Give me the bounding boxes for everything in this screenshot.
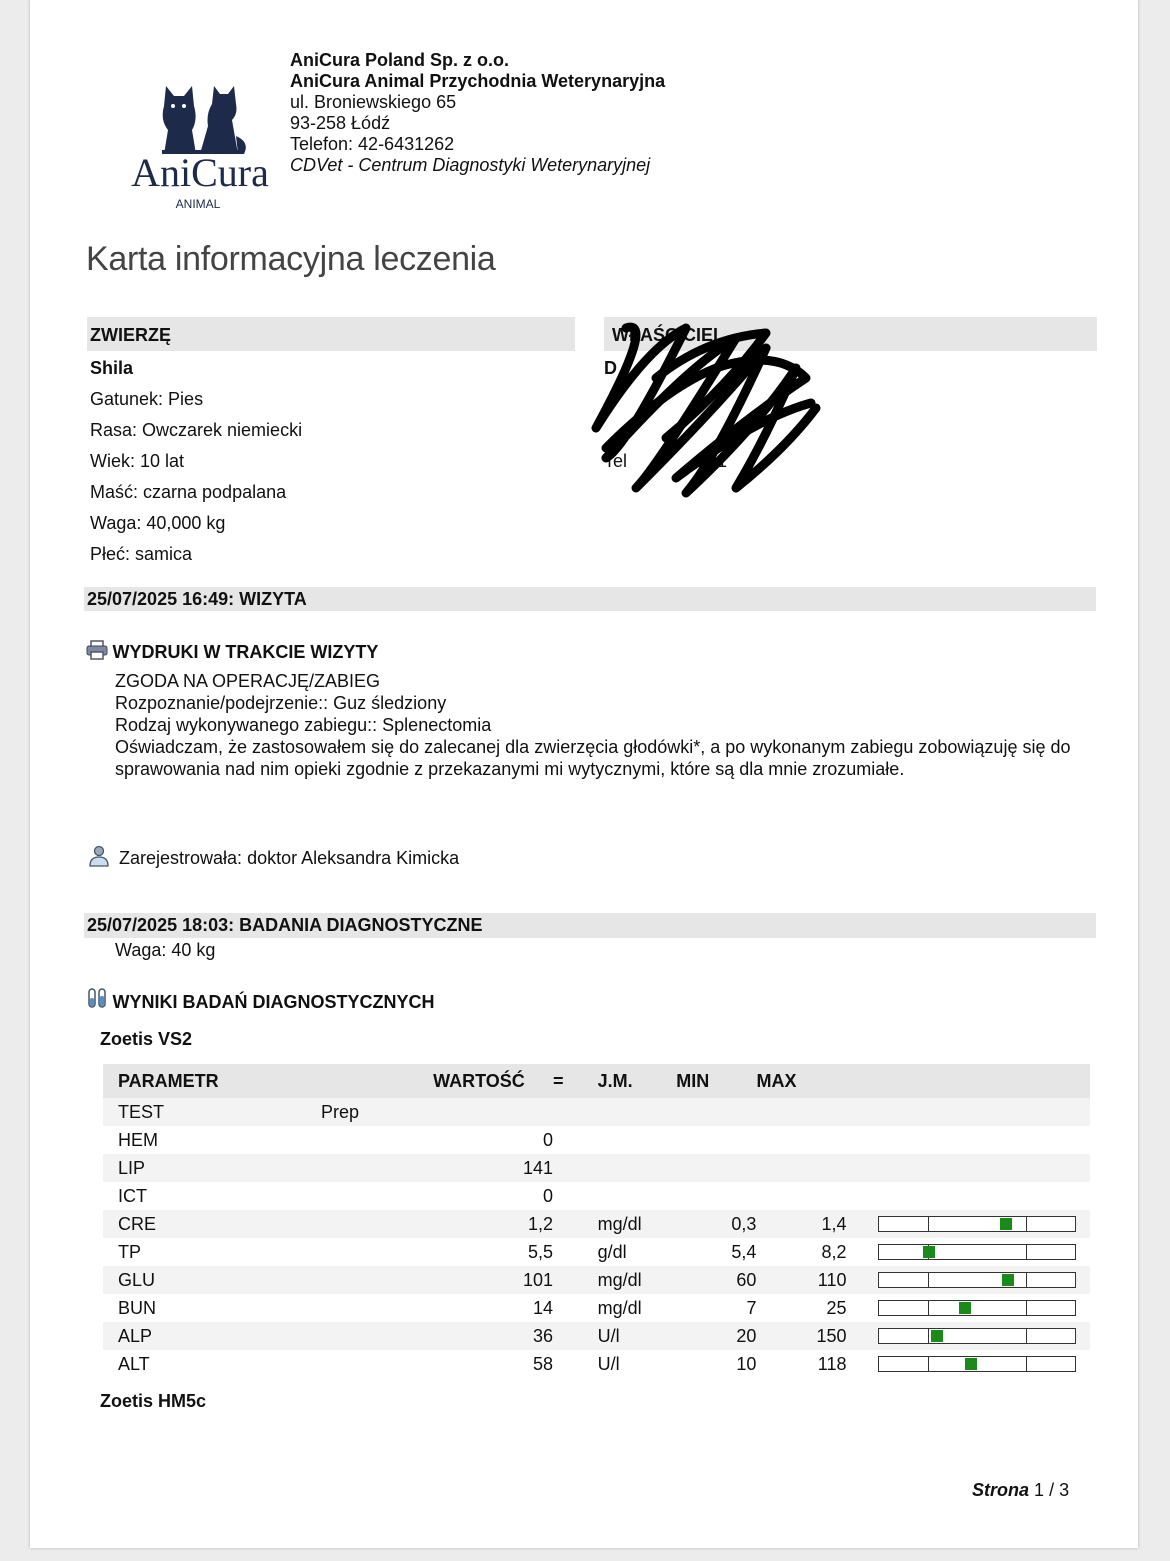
result-param: TEST [103,1098,321,1126]
result-text [321,1182,433,1210]
result-eq [553,1238,598,1266]
visit-header: 25/07/2025 16:49: WIZYTA [84,587,1096,611]
animal-species: Gatunek: Pies [90,389,204,409]
test-tubes-icon [86,988,108,1010]
result-value: 101 [433,1266,553,1294]
result-eq [553,1154,598,1182]
result-param: LIP [103,1154,321,1182]
result-value [433,1098,553,1126]
gauge-tick [1026,1329,1027,1343]
gauge-tick [928,1329,929,1343]
result-min: 5,4 [731,1241,757,1262]
registered-by: Zarejestrowała: doktor Aleksandra Kimicka [88,845,459,869]
result-min [676,1182,756,1210]
range-gauge [878,1244,1076,1260]
col-param: PARAMETR [103,1064,321,1098]
result-text [321,1126,433,1154]
result-text [321,1210,433,1238]
result-unit [598,1126,677,1154]
result-max: 110 [756,1266,846,1294]
clinic-center: CDVet - Centrum Diagnostyki Weterynaryjnej [290,155,651,175]
table-row [103,1322,1090,1350]
result-value: 58 [532,1353,553,1374]
clinic-header [290,50,665,176]
result-min: 0,3 [676,1210,756,1238]
printer-icon [86,640,108,660]
procedure: Rodzaj wykonywanego zabiegu:: Splenectomia [115,715,492,735]
diagnostics-header: 25/07/2025 18:03: BADANIA DIAGNOSTYCZNE [84,913,1096,938]
result-text [321,1266,433,1294]
anicura-logo [118,76,288,216]
gauge-tick [928,1217,929,1231]
gauge-tick [928,1301,929,1315]
document-page [30,0,1138,1548]
result-value: 36 [433,1322,553,1350]
results-table [103,1064,1090,1378]
diagnosis: Rozpoznanie/podejrzenie:: Guz śledziony [115,693,447,713]
company-name: AniCura Poland Sp. z o.o. [290,50,510,70]
range-gauge [878,1356,1076,1372]
result-text [321,1154,433,1182]
consent-title: ZGODA NA OPERACJĘ/ZABIEG [115,671,381,691]
result-min: 10 [736,1353,757,1374]
logo-subtext: ANIMAL [175,197,221,211]
result-eq [553,1210,598,1238]
gauge-marker [959,1302,971,1314]
result-eq [553,1266,598,1294]
result-param: GLU [103,1266,321,1294]
gauge-tick [928,1357,929,1371]
result-eq [553,1350,598,1378]
clinic-city: 93-258 Łódź [290,113,391,133]
result-param: ICT [118,1185,147,1206]
result-value: 1,2 [433,1210,553,1238]
gauge-tick [1026,1301,1027,1315]
range-gauge [878,1328,1076,1344]
animal-age: Wiek: 10 lat [90,451,185,471]
result-unit: mg/dl [598,1210,677,1238]
animal-section-header: ZWIERZĘ [87,317,575,351]
device-name-vs2: Zoetis VS2 [100,1029,193,1049]
result-eq [553,1182,598,1210]
result-max [756,1154,846,1182]
gauge-tick [1026,1273,1027,1287]
result-param: HEM [118,1129,158,1150]
range-gauge [878,1272,1076,1288]
animal-name: Shila [90,358,134,378]
results-header-row [103,1064,1090,1098]
results-section-title: WYNIKI BADAŃ DIAGNOSTYCZNYCH [86,988,434,1013]
result-max: 1,4 [756,1210,846,1238]
document-title: Karta informacyjna leczenia [86,240,496,278]
animal-weight: Waga: 40,000 kg [90,513,226,533]
result-param: CRE [103,1210,321,1238]
result-max [756,1098,846,1126]
cats-logo-icon [118,76,288,216]
table-row [103,1154,1090,1182]
gauge-marker [1002,1274,1014,1286]
clinic-name: AniCura Animal Przychodnia Weterynaryjna [290,71,666,91]
result-param: BUN [118,1297,157,1318]
owner-section-header: WŁAŚCICIEL [604,317,1097,351]
result-text [321,1350,433,1378]
result-text [321,1238,433,1266]
result-max [756,1126,846,1154]
result-unit: U/l [598,1322,677,1350]
result-text [321,1294,433,1322]
result-eq [553,1294,598,1322]
gauge-marker [965,1358,977,1370]
result-value: 5,5 [527,1241,553,1262]
result-value: 141 [433,1154,553,1182]
col-value: WARTOŚĆ [433,1064,553,1098]
result-param: ALP [103,1322,321,1350]
col-min: MIN [676,1064,756,1098]
table-row [103,1210,1090,1238]
result-value: 0 [542,1185,553,1206]
range-gauge [878,1300,1076,1316]
result-max [756,1182,846,1210]
result-unit: mg/dl [598,1266,677,1294]
range-gauge [878,1216,1076,1232]
table-row [103,1238,1090,1266]
logo-text: AniCura [131,150,269,195]
result-unit: U/l [597,1353,620,1374]
device-name-hm5c: Zoetis HM5c [100,1391,207,1411]
result-min [676,1154,756,1182]
result-max: 118 [817,1353,847,1374]
result-max: 150 [756,1322,846,1350]
owner-statement: Oświadczam, że zastosowałem się do zalecanej dla zwierzęcia głodówki*, a po wykonanym zabiegu zobowiązuję się do sprawowania nad nim opieki zgodnie z przekazanymi mi wytycznymi, które są dla mnie zrozumiałe. [115,737,1071,779]
gauge-tick [1026,1217,1027,1231]
table-row [103,1182,1090,1210]
animal-details [90,353,302,570]
gauge-marker [923,1246,935,1258]
result-value: 0 [542,1129,553,1150]
result-unit [598,1154,677,1182]
result-min [676,1126,756,1154]
gauge-tick [928,1273,929,1287]
clinic-street: ul. Broniewskiego 65 [290,92,457,112]
table-row [103,1350,1090,1378]
col-eq: = [553,1064,598,1098]
result-min: 20 [676,1322,756,1350]
result-param: ALT [118,1353,150,1374]
result-unit [598,1098,677,1126]
redaction-scribble [566,308,826,508]
result-eq [553,1126,598,1154]
animal-breed: Rasa: Owczarek niemiecki [90,420,303,440]
owner-phone-partial: Tel 201 [604,451,728,471]
diagnostics-weight: Waga: 40 kg [115,940,216,960]
table-row [103,1294,1090,1322]
table-row [103,1266,1090,1294]
result-eq [553,1322,598,1350]
result-value: 14 [532,1297,553,1318]
page-number: Strona 1 / 3 [972,1480,1070,1500]
table-row [103,1098,1090,1126]
clinic-phone: Telefon: 42-6431262 [290,134,455,154]
col-unit: J.M. [598,1064,677,1098]
prints-content [115,670,1090,780]
result-max: 8,2 [821,1241,847,1262]
table-row [103,1126,1090,1154]
result-unit: g/dl [597,1241,627,1262]
result-min [676,1098,756,1126]
result-text: Prep [321,1098,433,1126]
result-unit [598,1182,677,1210]
gauge-marker [1000,1218,1012,1230]
result-unit: mg/dl [597,1297,642,1318]
animal-sex: Płeć: samica [90,544,193,564]
gauge-marker [931,1330,943,1342]
owner-name-partial: D [604,358,617,378]
gauge-tick [1026,1357,1027,1371]
doctor-icon [88,845,110,867]
result-min: 7 [746,1297,757,1318]
result-eq [553,1098,598,1126]
result-min: 60 [676,1266,756,1294]
animal-color: Maść: czarna podpalana [90,482,287,502]
col-max: MAX [756,1064,846,1098]
result-max: 25 [826,1297,847,1318]
gauge-tick [1026,1245,1027,1259]
result-text [321,1322,433,1350]
prints-section-title: WYDRUKI W TRAKCIE WIZYTY [86,640,378,663]
result-param: TP [118,1241,142,1262]
